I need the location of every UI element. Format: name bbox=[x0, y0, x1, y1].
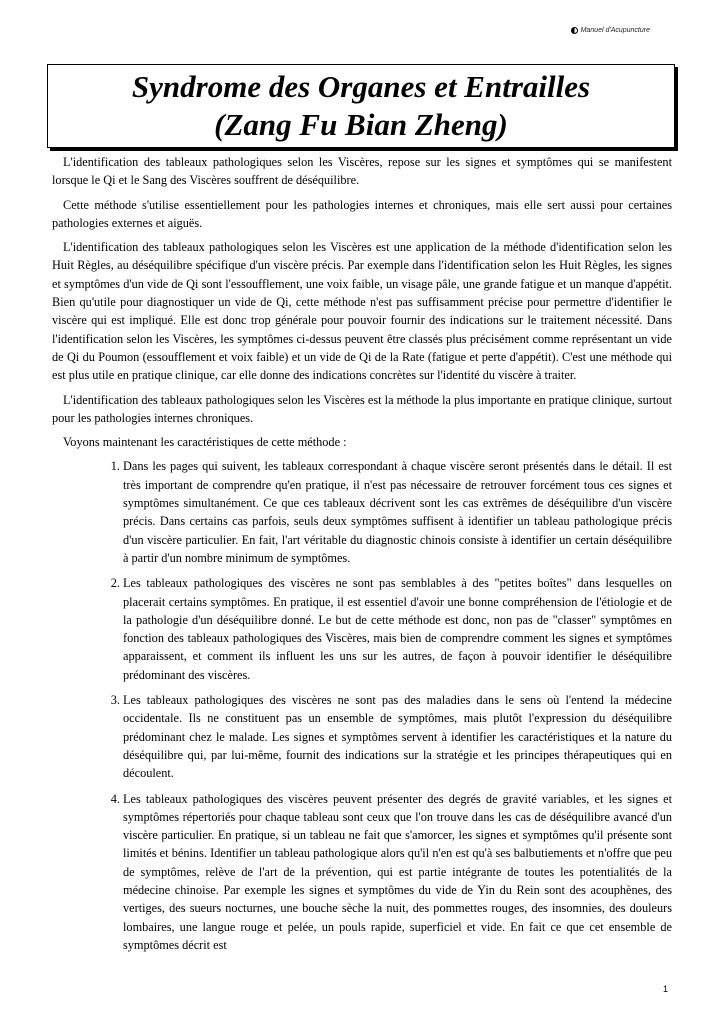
title-line-2: (Zang Fu Bian Zheng) bbox=[214, 107, 508, 142]
paragraph: L'identification des tableaux pathologiques selon les Viscères est une application de la méthode d'identification selon les Huit Règles, au déséquilibre spécifique d'un viscère précis. Par exemple dans l'identification selon les Huit Règles, les signes et symptômes d'un vide de Qi sont l'essoufflement, une voix faible, un visage pâle, une grande fatigue et un manque d'appétit. Bien qu'utile pour diagnostiquer un vide de Qi, cette méthode n'est pas suffisamment précise pour permettre d'identifier le viscère qui est impliqué. Elle est donc trop générale pour pouvoir fournir des indications sur le traitement nécessité. Dans l'identification selon les Viscères, les symptômes ci-dessus peuvent être classés plus précisément comme représentant un vide de Qi du Poumon (essoufflement et voix faible) et un vide de Qi de la Rate (fatigue et perte d'appétit). C'est une méthode qui est plus utile en pratique clinique, car elle donne des indications concrètes sur l'identité du viscère à traiter. bbox=[52, 240, 672, 383]
list-item: 2. Les tableaux pathologiques des viscères ne sont pas semblables à des "petites boîtes" dans lesquelles on placerait certains symptômes. En pratique, il est essentiel d'avoir une bonne compréhension de l'étiologie et de la pathologie d'un déséquilibre donné. Le but de cette méthode est donc, non pas de "classer" symptômes en fonction des tableaux pathologiques des Viscères, mais bien de comprendre comment les signes et symptômes apparaissent, et comment ils influent les uns sur les autres, de façon à pouvoir identifier le déséquilibre prédominant des viscères. bbox=[123, 574, 672, 684]
page-number: 1 bbox=[662, 984, 668, 994]
list-item: 1. Dans les pages qui suivent, les tableaux correspondant à chaque viscère seront présentés dans le détail. Il est très important de comprendre qu'en pratique, il n'est pas nécessaire de retrouver forcément tous ces signes et symptômes simultanément. Ce que ces tableaux décrivent sont les cas extrêmes de déséquilibre d'un viscère précis. Dans certains cas parfois, seuls deux symptômes suffisent à identifier un tableau pathologique précis d'un viscère particulier. En fait, l'art véritable du diagnostic chinois consiste à identifier un certain déséquilibre à partir d'un nombre minimum de symptômes. bbox=[123, 457, 672, 567]
paragraph: Voyons maintenant les caractéristiques de cette méthode : bbox=[63, 435, 347, 450]
list-item: 4. Les tableaux pathologiques des viscères peuvent présenter des degrés de gravité variables, et les signes et symptômes répertoriés pour chaque tableau sont ceux que l'on trouve dans les cas de déséquilibre avancé d'un viscère particulier. En pratique, si un tableau ne fait que s'amorcer, les signes et symptômes qu'il présente sont limités et bénins. Identifier un tableau pathologique alors qu'il n'en est qu'à ses balbutiements et n'offre que peu de symptômes, relève de l'art de la prévention, qui est partie intégrante de toutes les potentialités de la médecine chinoise. Par exemple les signes et symptômes du vide de Yin du Rein sont des acouphènes, des vertiges, des sueurs nocturnes, une bouche sèche la nuit, des pommettes rouges, des insomnies, des douleurs lombaires, une langue rouge et pelée, un pouls rapide, superficiel et vide. En fait ce que cet ensemble de symptômes décrit est bbox=[123, 790, 672, 955]
list-item: 3. Les tableaux pathologiques des viscères ne sont pas des maladies dans le sens où l'entend la médecine occidentale. Ils ne constituent pas un ensemble de symptômes, mais plutôt l'expression du déséquilibre prédominant chez le malade. Les signes et symptômes servent à identifier les caractéristiques et la nature du déséquilibre qui, par lui-même, fournit des indications sur la stratégie et les principes thérapeutiques qui en découlent. bbox=[123, 691, 672, 782]
title-line-1: Syndrome des Organes et Entrailles bbox=[131, 69, 591, 104]
header-text: Manuel d'Acupuncture bbox=[580, 27, 650, 34]
running-header bbox=[571, 27, 650, 34]
title-box bbox=[47, 64, 675, 148]
paragraph: L'identification des tableaux pathologiques selon les Viscères est la méthode la plus importante en pratique clinique, surtout pour les pathologies internes chroniques. bbox=[52, 392, 672, 425]
paragraph: L'identification des tableaux pathologiques selon les Viscères, repose sur les signes et symptômes qui se manifestent lorsque le Qi et le Sang des Viscères souffrent de déséquilibre. bbox=[52, 155, 672, 188]
body-text bbox=[52, 153, 672, 961]
characteristics-list bbox=[52, 457, 672, 954]
paragraph: Cette méthode s'utilise essentiellement pour les pathologies internes et chroniques, mais elle sert aussi pour certaines pathologies externes et aiguës. bbox=[52, 197, 672, 230]
yin-yang-icon bbox=[571, 27, 578, 34]
